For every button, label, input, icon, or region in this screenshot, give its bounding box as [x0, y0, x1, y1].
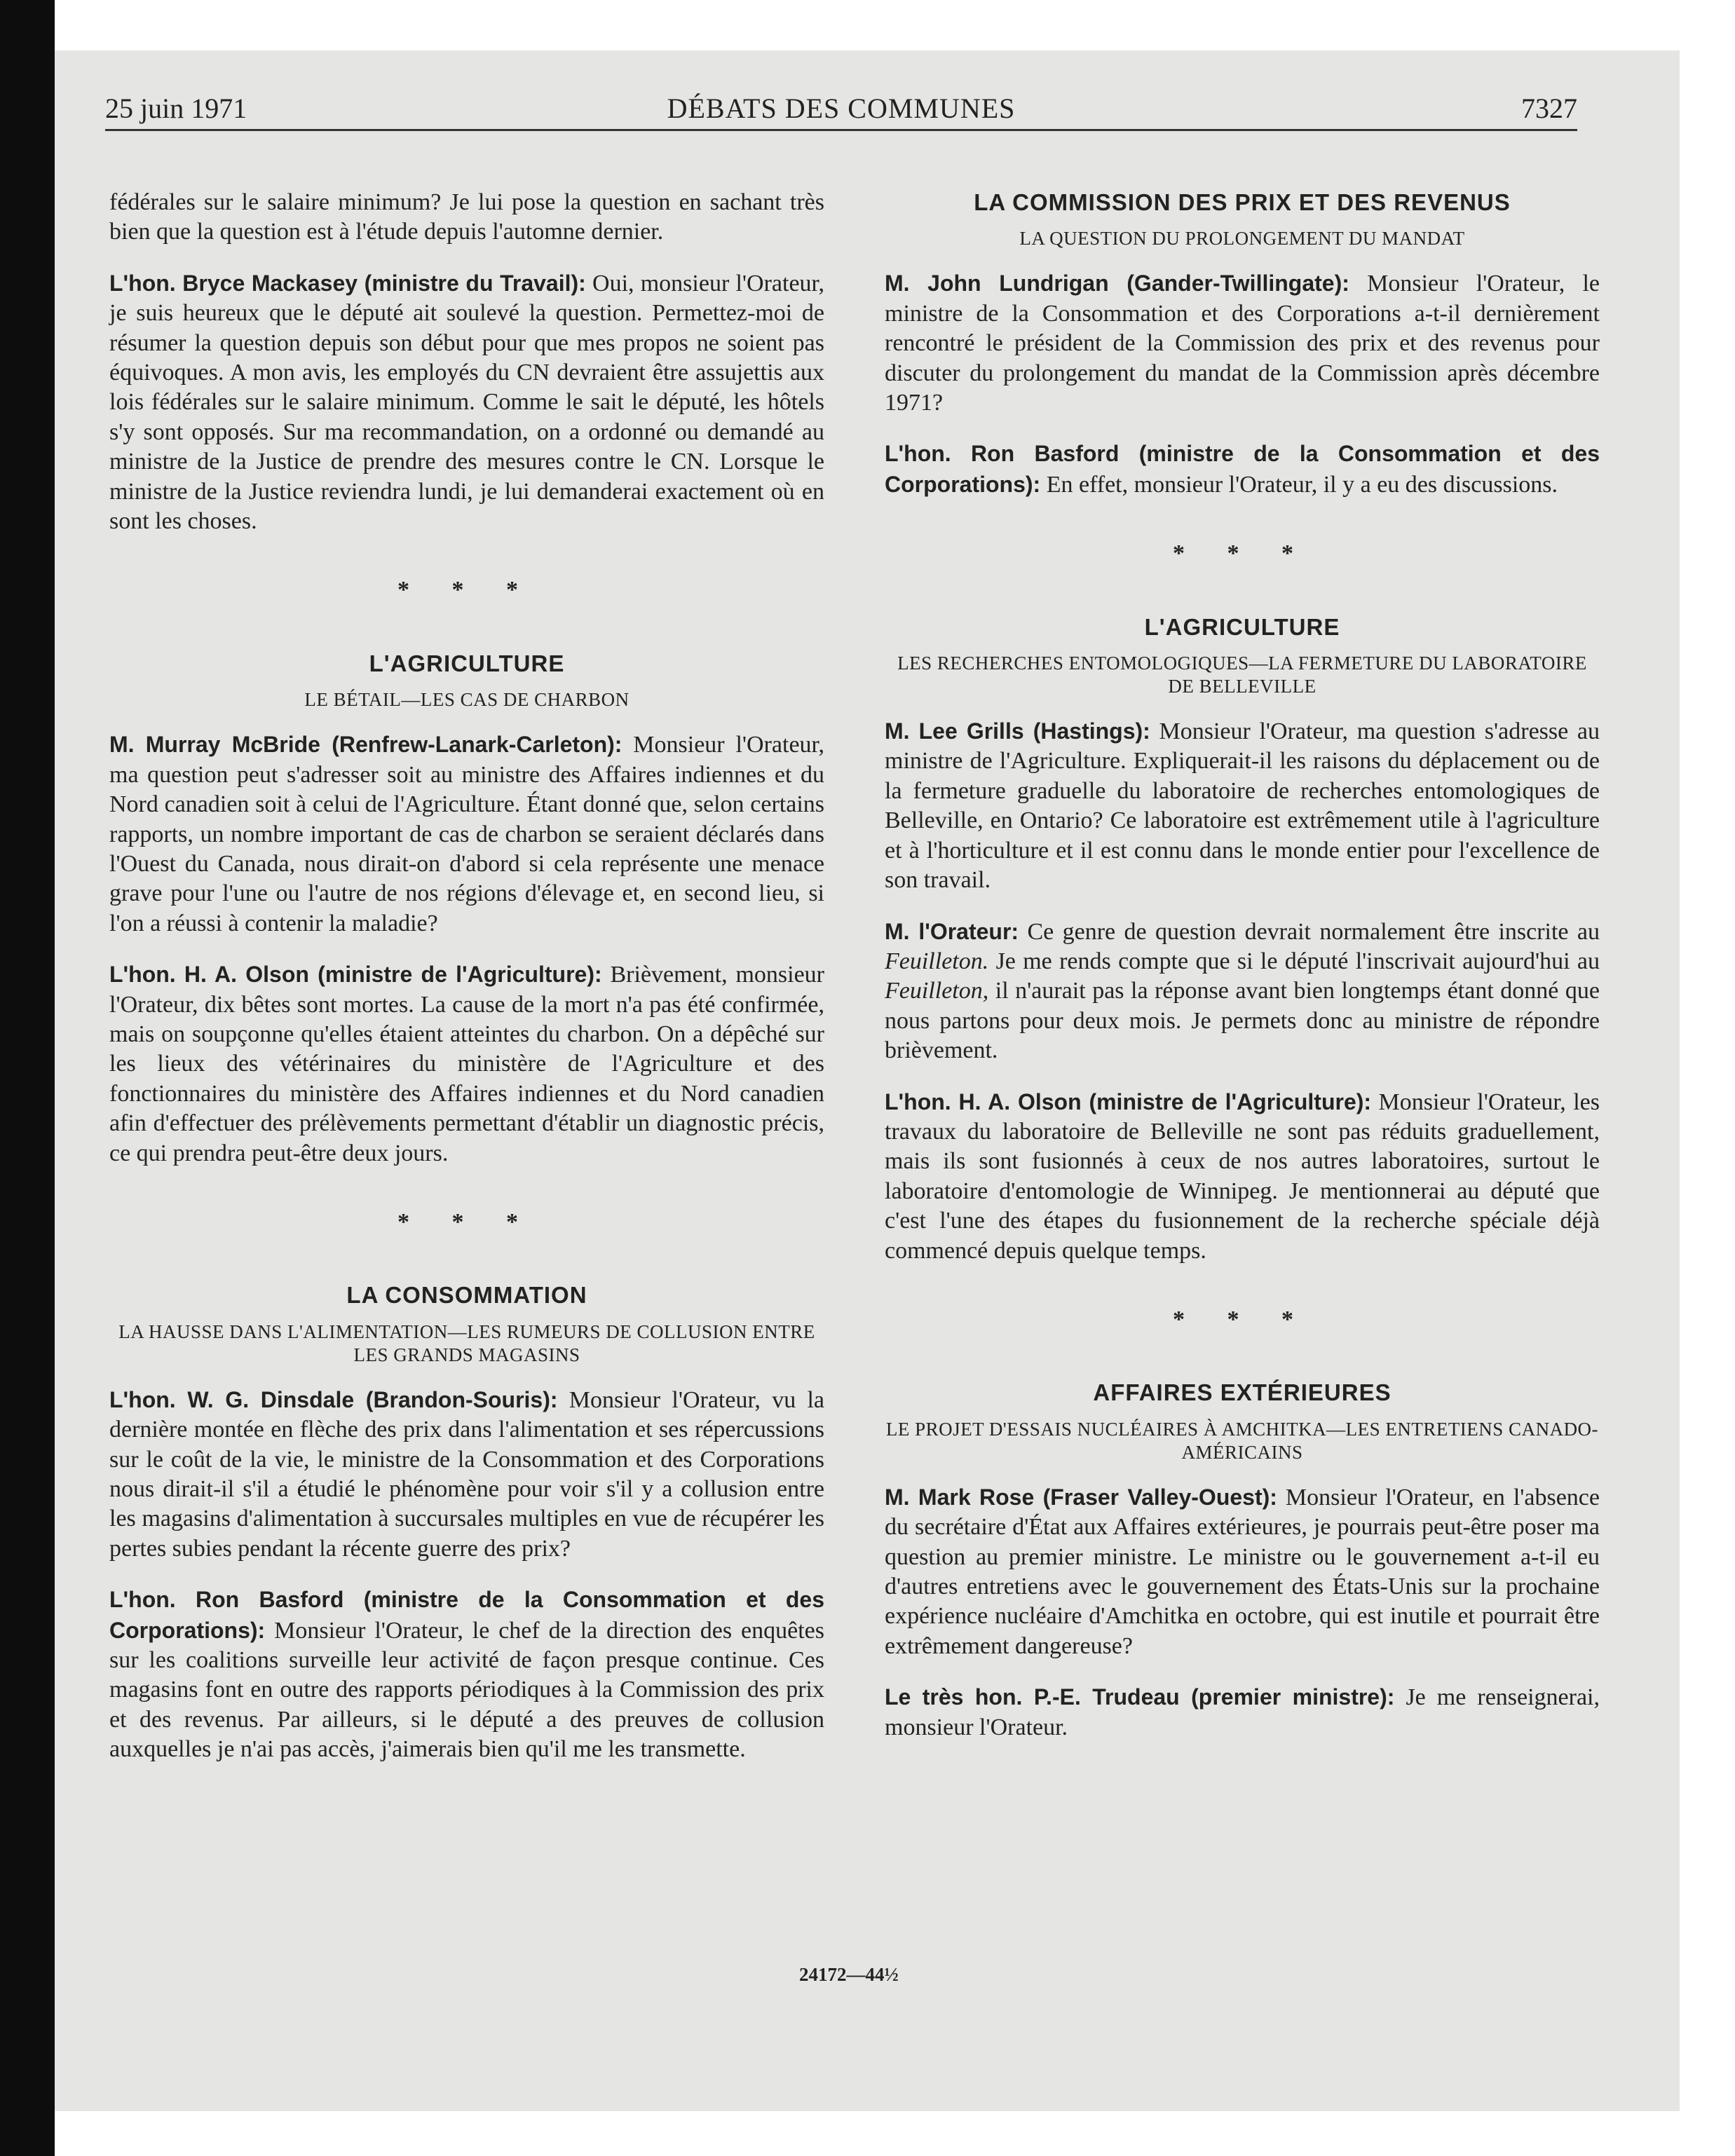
section-heading: L'AGRICULTURE [369, 650, 565, 676]
speaker-name: M. Lee Grills (Hastings): [885, 718, 1150, 744]
speech-text: Monsieur l'Orateur, ma question s'adresse au ministre de l'Agriculture. Expliquerait-il les raisons du déplacement ou de la fermeture graduelle du laboratoire de recherches entomologiques de Belleville, en Ontario? Ce laboratoire est extrêmement utile à l'agriculture et à l'horticulture et il est connu dans le monde entier pour l'excellence de son travail. [885, 718, 1600, 894]
speaker-name: M. Murray McBride (Renfrew-Lanark-Carleton): [109, 732, 622, 758]
speaker-name: L'hon. H. A. Olson (ministre de l'Agriculture): [885, 1089, 1372, 1114]
speech-text: Je me renseignerai, monsieur l'Orateur. [885, 1684, 1600, 1740]
footer-code: 24172—44½ [799, 1964, 899, 1985]
speaker-name: L'hon. Ron Basford (ministre de la Consommation et des Corporations): [885, 441, 1600, 497]
section-subheading: LA HAUSSE DANS L'ALIMENTATION—LES RUMEURS DE COLLUSION ENTRE LES GRANDS MAGASINS [118, 1321, 815, 1365]
speech-olson [885, 1087, 1600, 1266]
speaker-name: M. Mark Rose (Fraser Valley-Ouest): [885, 1484, 1277, 1510]
right-column [885, 188, 1600, 1763]
speech-text: Monsieur l'Orateur, le ministre de la Consommation et des Corporations a-t-il dernièrement rencontré le président de la Commission des prix et des revenus pour discuter du prolongement du mandat de la Commission après décembre 1971? [885, 271, 1600, 416]
speech-lundrigan [885, 268, 1600, 418]
section-separator: * * * [397, 1208, 536, 1235]
speech-text: Monsieur l'Orateur, ma question peut s'adresser soit au ministre des Affaires indiennes et du Nord canadien soit à celui de l'Agriculture. Étant donné que, selon certains rapports, un nombre important de cas de charbon se seraient déclarés dans l'Ouest du Canada, nous dirait-on d'abord si cela représente une menace grave pour l'une ou l'autre de nos régions d'élevage et, en second lieu, si l'on a réussi à contenir la maladie? [109, 732, 825, 936]
speech-text: Monsieur l'Orateur, les travaux du laboratoire de Belleville ne sont pas réduits graduellement, mais ils sont fusionnés à ceux de nos autres laboratoires, surtout le laboratoire d'entomologie de Winnipeg. Je mentionnerai au député que c'est l'une des étapes du fusionnement de la recherche spéciale déjà commencé depuis quelque temps. [885, 1089, 1600, 1264]
speech-mackasey [109, 268, 824, 537]
section-separator: * * * [1173, 540, 1312, 567]
section-heading: L'AGRICULTURE [1144, 613, 1340, 640]
scan-margin-top [0, 0, 1735, 53]
speech-basford [885, 439, 1600, 500]
header-title: DÉBATS DES COMMUNES [667, 93, 1016, 124]
section-subheading: LE BÉTAIL—LES CAS DE CHARBON [304, 689, 630, 711]
speech-basford [109, 1585, 824, 1764]
speech-mcbride [109, 730, 824, 939]
left-column [109, 188, 824, 1786]
section-heading: LA COMMISSION DES PRIX ET DES REVENUS [974, 189, 1511, 215]
section-subheading: LA QUESTION DU PROLONGEMENT DU MANDAT [1019, 228, 1465, 250]
speech-rose [885, 1482, 1600, 1661]
speech-text: Brièvement, monsieur l'Orateur, dix bêtes sont mortes. La cause de la mort n'a pas été confirmée, mais on soupçonne qu'elles étaient atteintes du charbon. On a dépêché sur les lieux des vétérinaires du ministère de l'Agriculture et des fonctionnaires du ministère des Affaires indiennes et du Nord canadien afin d'effectuer des prélèvements permettant d'établir un diagnostic précis, ce qui prendra peut-être deux jours. [109, 962, 824, 1166]
speech-text: En effet, monsieur l'Orateur, il y a eu des discussions. [1040, 471, 1558, 498]
section-heading: LA CONSOMMATION [346, 1282, 587, 1309]
header-page-number: 7327 [1521, 93, 1577, 124]
speech-olson [109, 960, 824, 1168]
italic-feuilleton: Feuilleton. [885, 948, 989, 974]
italic-feuilleton: Feuilleton, [885, 978, 989, 1004]
speaker-name: L'hon. Bryce Mackasey (ministre du Travail): [109, 270, 586, 296]
speaker-name: L'hon. W. G. Dinsdale (Brandon-Souris): [109, 1386, 558, 1412]
speech-text: Monsieur l'Orateur, en l'absence du secrétaire d'État aux Affaires extérieures, je pourrais peut-être poser ma question au premier ministre. Le ministre ou le gouvernement a-t-il eu d'autres entretiens avec le gouvernement des États-Unis sur la prochaine expérience nucléaire d'Amchitka en octobre, qui est inutile et pourrait être extrêmement dangereuse? [885, 1484, 1600, 1659]
speaker-name: M. John Lundrigan (Gander-Twillingate): [885, 271, 1349, 296]
header-date: 25 juin 1971 [105, 93, 247, 124]
speaker-name: L'hon. H. A. Olson (ministre de l'Agriculture): [109, 962, 602, 988]
speech-trudeau [885, 1682, 1600, 1742]
speech-text: Monsieur l'Orateur, le chef de la direction des enquêtes sur les coalitions surveille leur activité de façon presque continue. Ces magasins font en outre des rapports périodiques à la Commission des prix et des revenus. Par ailleurs, si le député a des preuves de collusion auxquelles je n'ai pas accès, j'aimerais bien qu'il me les transmette. [109, 1617, 824, 1763]
speech-text: Oui, monsieur l'Orateur, je suis heureux que le député ait soulevé la question. Permettez-moi de résumer la question depuis son début pour que mes propos ne soient pas équivoques. A mon avis, les employés du CN devraient être assujettis aux lois fédérales sur le salaire minimum. Comme le sait le député, les hôtels s'y sont opposés. Sur ma recommandation, on a ordonné ou demandé au ministre de la Justice de prendre des mesures contre le CN. Lorsque le ministre de la Justice reviendra lundi, je lui demanderai exactement où en sont les choses. [109, 270, 825, 535]
section-heading: AFFAIRES EXTÉRIEURES [1093, 1379, 1392, 1406]
speaker-name: Le très hon. P.-E. Trudeau (premier ministre): [885, 1684, 1395, 1710]
speech-text: Monsieur l'Orateur, vu la dernière montée en flèche des prix dans l'alimentation et ses répercussions sur le coût de la vie, le ministre de la Consommation et des Corporations nous dirait-il s'il a étudié le phénomène pour voir s'il y a collusion entre les magasins d'alimentation à succursales multiples en vue de récupérer les pertes subies pendant la récente guerre des prix? [109, 1386, 824, 1562]
speech-text: Ce genre de question devrait normalement être inscrite au [1019, 918, 1600, 945]
scan-border-left [0, 0, 55, 2156]
paragraph-continuation: fédérales sur le salaire minimum? Je lui pose la question en sachant très bien que la question est à l'étude depuis l'automne dernier. [109, 189, 824, 245]
speech-speaker [885, 917, 1600, 1066]
section-subheading: LE PROJET D'ESSAIS NUCLÉAIRES À AMCHITKA—LES ENTRETIENS CANADO-AMÉRICAINS [885, 1418, 1599, 1463]
speaker-name: M. l'Orateur: [885, 918, 1019, 944]
speech-grills [885, 716, 1600, 895]
speaker-name: L'hon. Ron Basford (ministre de la Consommation et des Corporations): [109, 1587, 824, 1643]
speech-dinsdale [109, 1385, 824, 1564]
section-separator: * * * [1173, 1306, 1312, 1332]
running-header [105, 90, 1577, 131]
speech-text: Je me rends compte que si le député l'inscrivait aujourd'hui au [988, 948, 1600, 974]
speech-text: il n'aurait pas la réponse avant bien longtemps étant donné que nous partons pour deux mois. Je permets donc au ministre de répondre brièvement. [885, 978, 1600, 1064]
section-subheading: LES RECHERCHES ENTOMOLOGIQUES—LA FERMETURE DU LABORATOIRE DE BELLEVILLE [897, 653, 1587, 697]
section-separator: * * * [397, 577, 536, 603]
